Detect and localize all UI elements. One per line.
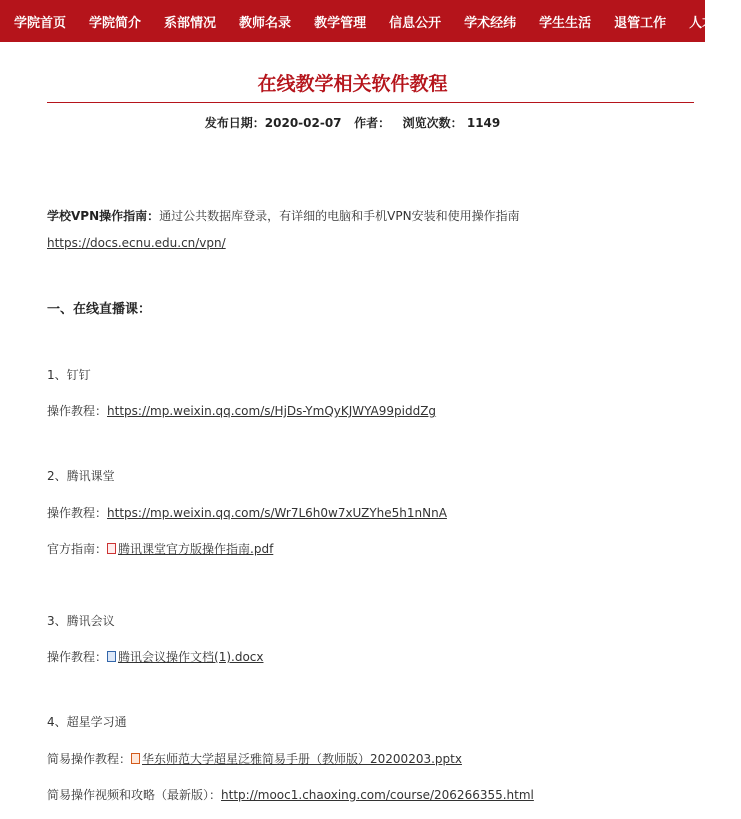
views-label: 浏览次数： <box>402 116 463 130</box>
item-tencent-meeting-heading: 3、腾讯会议 <box>47 614 115 628</box>
nav-item-faculty[interactable]: 教师名录 <box>239 15 292 31</box>
article-title: 在线教学相关软件教程 <box>257 73 448 95</box>
tencent-class-tutorial-link[interactable]: https://mp.weixin.qq.com/s/Wr7L6h0w7xUZYhe5h1nNnA <box>107 506 447 520</box>
vpn-desc: 通过公共数据库登录，有详细的电脑和手机VPN安装和使用操作指南 <box>159 209 520 223</box>
item-tencent-class-guide <box>47 540 273 557</box>
author-label: 作者： <box>354 116 391 130</box>
item-tencent-meeting-tutorial <box>47 648 264 665</box>
nav-item-retirement[interactable]: 退管工作 <box>614 15 667 31</box>
nav-item-recruitment[interactable]: 人才招聘 <box>689 15 741 31</box>
date-label: 发布日期： <box>204 116 265 130</box>
guide-label: 官方指南： <box>47 542 108 556</box>
item-tencent-class-tutorial <box>47 504 447 521</box>
ppt-file-icon <box>131 753 140 764</box>
tutorial-label: 操作教程： <box>47 404 108 418</box>
nav-item-teaching[interactable]: 教学管理 <box>314 15 367 31</box>
vpn-link[interactable]: https://docs.ecnu.edu.cn/vpn/ <box>47 236 226 250</box>
chaoxing-course-link[interactable]: http://mooc1.chaoxing.com/course/206266355.html <box>221 788 534 802</box>
vpn-label: 学校VPN操作指南： <box>47 209 160 223</box>
item-tencent-class-heading: 2、腾讯课堂 <box>47 469 115 483</box>
item-chaoxing-heading: 4、超星学习通 <box>47 715 127 729</box>
views-count: 1149 <box>466 116 501 130</box>
tutorial-label: 操作教程： <box>47 650 108 664</box>
item-dingtalk-tutorial <box>47 402 436 419</box>
video-label: 简易操作视频和攻略（最新版）： <box>47 788 222 802</box>
nav-item-student-life[interactable]: 学生生活 <box>539 15 592 31</box>
nav-item-research[interactable]: 学术经纬 <box>464 15 517 31</box>
pdf-file-icon <box>107 543 116 554</box>
item-chaoxing-video <box>47 786 534 803</box>
nav-item-departments[interactable]: 系部情况 <box>164 15 217 31</box>
vpn-link-line <box>47 236 226 250</box>
item-chaoxing-simple <box>47 750 462 767</box>
vpn-guide <box>47 207 520 224</box>
simple-label: 简易操作教程： <box>47 752 132 766</box>
nav-item-home[interactable]: 学院首页 <box>14 15 67 31</box>
nav-item-disclosure[interactable]: 信息公开 <box>389 15 442 31</box>
nav-item-about[interactable]: 学院简介 <box>89 15 142 31</box>
top-nav <box>0 0 741 42</box>
section-heading-live: 一、在线直播课： <box>47 302 152 317</box>
article-meta <box>0 114 705 131</box>
doc-file-icon <box>107 651 116 662</box>
item-dingtalk-heading: 1、钉钉 <box>47 368 91 382</box>
tutorial-label: 操作教程： <box>47 506 108 520</box>
title-divider <box>47 102 694 103</box>
tencent-class-guide-file[interactable]: 腾讯课堂官方版操作指南.pdf <box>118 542 274 556</box>
chaoxing-manual-file[interactable]: 华东师范大学超星泛雅简易手册（教师版）20200203.pptx <box>142 752 462 766</box>
dingtalk-tutorial-link[interactable]: https://mp.weixin.qq.com/s/HjDs-YmQyKJWYA99piddZg <box>107 404 437 418</box>
publish-date: 2020-02-07 <box>264 116 342 130</box>
tencent-meeting-doc-file[interactable]: 腾讯会议操作文档(1).docx <box>118 650 264 664</box>
